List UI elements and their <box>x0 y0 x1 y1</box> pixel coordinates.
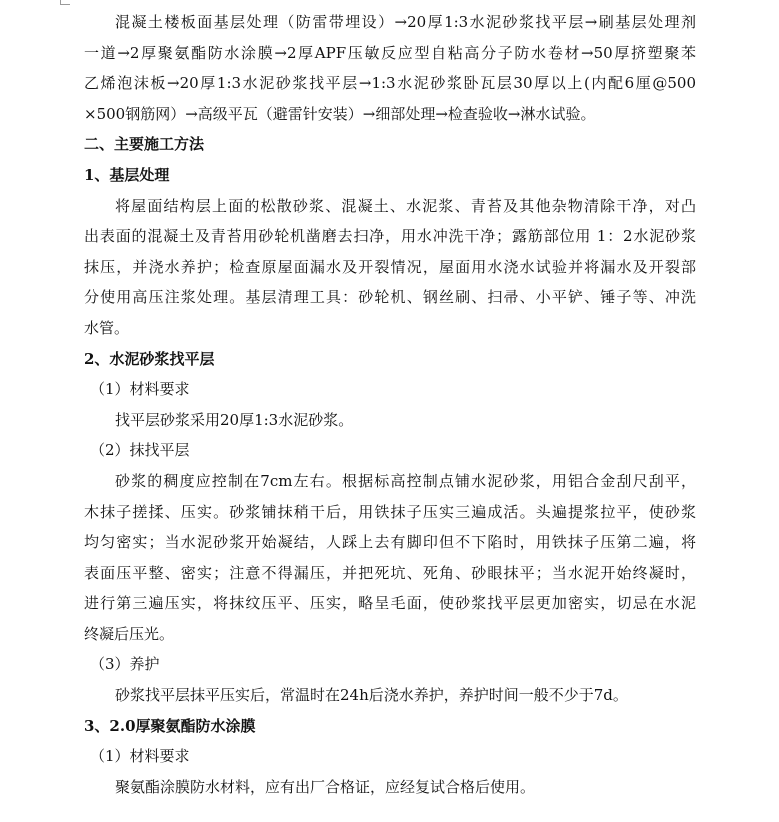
subsection-heading: 1、基层处理 <box>84 165 170 184</box>
paragraph-line: 聚氨酯涂膜防水材料，应有出厂合格证，应经复试合格后使用。 <box>115 777 536 796</box>
subsection-heading: 3、2.0厚聚氨酯防水涂膜 <box>84 716 256 735</box>
paragraph-line: ×500钢筋网）→高级平瓦（避雷针安装）→细部处理→检查验收→淋水试验。 <box>84 104 596 123</box>
paragraph-line: 进行第三遍压实，将抹纹压平、压实，略呈毛面，使砂浆找平层更加密实，切忌在水泥 <box>84 594 696 613</box>
paragraph-line: 乙烯泡沫板→20厚1:3水泥砂浆找平层→1:3水泥砂浆卧瓦层30厚以上(内配6厘@500 <box>84 74 696 93</box>
page-corner-mark <box>60 0 70 5</box>
subsection-heading: 2、水泥砂浆找平层 <box>84 349 215 368</box>
item-heading: （2）抹找平层 <box>90 441 190 460</box>
item-heading: （1）材料要求 <box>90 380 190 399</box>
paragraph-line: 抹压，并浇水养护；检查原屋面漏水及开裂情况，屋面用水浇水试验并将漏水及开裂部 <box>84 257 696 276</box>
paragraph-line: 分使用高压注浆处理。基层清理工具：砂轮机、钢丝刷、扫帚、小平铲、锤子等、冲洗 <box>84 288 696 307</box>
paragraph-line: 表面压平整、密实；注意不得漏压，并把死坑、死角、砂眼抹平；当水泥开始终凝时， <box>84 563 696 582</box>
paragraph-line: 将屋面结构层上面的松散砂浆、混凝土、水泥浆、青苔及其他杂物清除干净，对凸 <box>115 196 696 215</box>
document-body <box>84 7 696 802</box>
paragraph-line: 砂浆的稠度应控制在7cm左右。根据标高控制点铺水泥砂浆，用铝合金刮尺刮平， <box>115 471 696 490</box>
item-heading: （3）养护 <box>90 655 160 674</box>
paragraph-line: 砂浆找平层抹平压实后，常温时在24h后浇水养护，养护时间一般不少于7d。 <box>115 686 628 705</box>
paragraph-line: 水管。 <box>84 318 130 337</box>
paragraph-line: 出表面的混凝土及青苔用砂轮机凿磨去扫净，用水冲洗干净；露筋部位用 1：2水泥砂浆 <box>84 227 696 246</box>
paragraph-line: 找平层砂浆采用20厚1:3水泥砂浆。 <box>115 410 354 429</box>
item-heading: （1）材料要求 <box>90 747 190 766</box>
paragraph-line: 混凝土楼板面基层处理（防雷带埋设）→20厚1:3水泥砂浆找平层→刷基层处理剂 <box>115 13 696 31</box>
paragraph-line: 木抹子搓揉、压实。砂浆铺抹稍干后，用铁抹子压实三遍成活。头遍提浆拉平，使砂浆 <box>84 502 696 521</box>
paragraph-line: 终凝后压光。 <box>84 624 175 643</box>
paragraph-line: 均匀密实；当水泥砂浆开始凝结，人踩上去有脚印但不下陷时，用铁抹子压第二遍，将 <box>84 533 696 552</box>
section-heading: 二、主要施工方法 <box>84 135 205 154</box>
paragraph-line: 一道→2厚聚氨酯防水涂膜→2厚APF压敏反应型自粘高分子防水卷材→50厚挤塑聚苯 <box>84 43 696 62</box>
